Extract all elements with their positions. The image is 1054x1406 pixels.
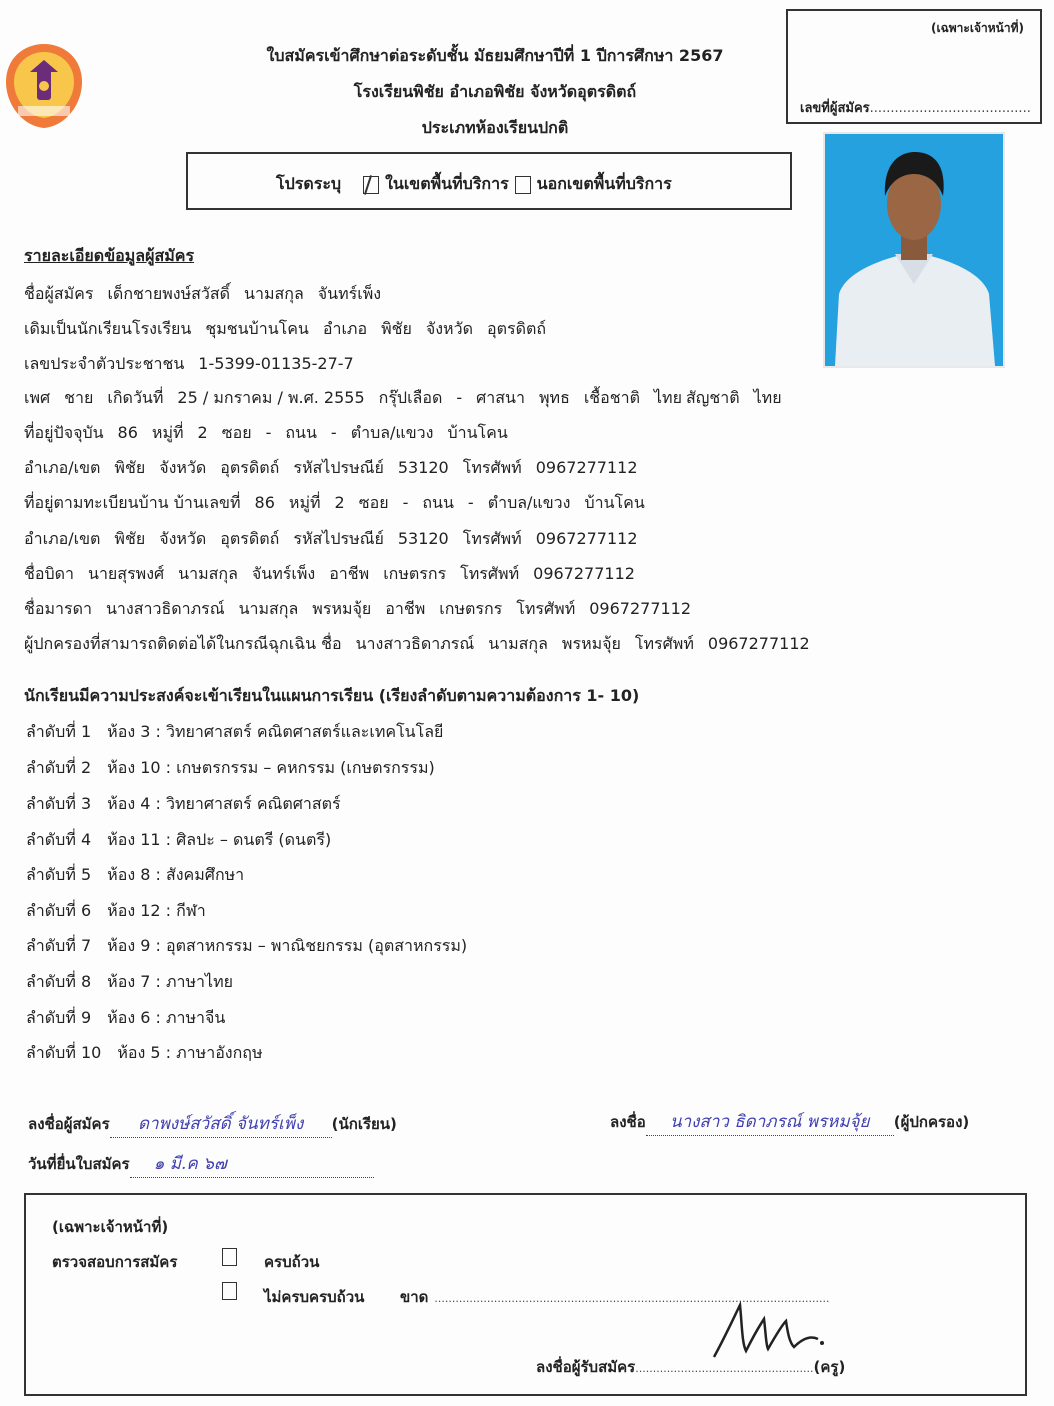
preference-room: ห้อง 6 : ภาษาจีน	[107, 1008, 226, 1027]
in-area-label: ในเขตพื้นที่บริการ	[385, 174, 509, 193]
mother-occupation: เกษตรกร	[439, 599, 503, 618]
guardian-name: นางสาวธิดาภรณ์	[355, 634, 475, 653]
id-row	[24, 352, 368, 377]
label: เดิมเป็นนักเรียนโรงเรียน	[24, 319, 192, 338]
preference-rank: ลำดับที่ 5	[26, 865, 92, 884]
birth-date: 25 / มกราคม / พ.ศ. 2555	[177, 388, 365, 407]
label: สัญชาติ	[685, 388, 740, 407]
reg-tambon: บ้านโคน	[584, 493, 645, 512]
school-name: โรงเรียนพิชัย อำเภอพิชัย จังหวัดอุตรดิตถ์	[353, 82, 637, 101]
missing-label: ขาด	[400, 1288, 429, 1306]
class-type: ประเภทห้องเรียนปกติ	[421, 118, 569, 137]
preference-rank: ลำดับที่ 10	[26, 1043, 102, 1062]
preference-row	[26, 756, 451, 781]
preference-rank: ลำดับที่ 8	[26, 972, 92, 991]
submit-date-row	[28, 1150, 374, 1178]
reg-road: -	[467, 493, 474, 512]
complete-label: ครบถ้วน	[264, 1253, 320, 1271]
area-choice-box	[186, 152, 792, 210]
preference-room: ห้อง 3 : วิทยาศาสตร์ คณิตศาสตร์และเทคโนโลยี	[107, 722, 444, 741]
label: โทรศัพท์	[460, 564, 520, 583]
applicant-name-row	[24, 282, 395, 307]
prev-amphoe: พิชัย	[381, 319, 412, 338]
guardian-surname: พรหมจุ้ย	[561, 634, 621, 653]
label: นามสกุล	[178, 564, 238, 583]
sex: ชาย	[64, 388, 94, 407]
label: อำเภอ	[322, 319, 368, 338]
house-no: 86	[117, 423, 138, 442]
label: โทรศัพท์	[462, 458, 522, 477]
preference-room: ห้อง 11 : ศิลปะ – ดนตรี (ดนตรี)	[107, 830, 332, 849]
label: ศาสนา	[476, 388, 525, 407]
father-occupation: เกษตรกร	[383, 564, 447, 583]
reg-district: พิชัย	[114, 529, 146, 548]
preference-rank: ลำดับที่ 7	[26, 936, 92, 955]
citizen-id: 1-5399-01135-27-7	[198, 354, 354, 373]
receiver-role: (ครู)	[813, 1358, 846, 1376]
label: ชื่อบิดา	[24, 564, 74, 583]
race: ไทย	[654, 388, 682, 407]
label: โทรศัพท์	[634, 634, 694, 653]
receiver-signature-row	[536, 1355, 845, 1379]
label: รหัสไปรษณีย์	[293, 458, 384, 477]
label: เกิดวันที่	[107, 388, 164, 407]
guardian-phone: 0967277112	[707, 634, 810, 653]
label: นามสกุล	[488, 634, 548, 653]
label: ที่อยู่ปัจจุบัน	[24, 423, 104, 442]
reg-address-row-2	[24, 527, 652, 552]
check-application-label: ตรวจสอบการสมัคร	[52, 1253, 178, 1271]
missing-dots: .................................................................................................................	[434, 1292, 830, 1305]
label: หมู่ที่	[288, 493, 321, 512]
out-area-label: นอกเขตพื้นที่บริการ	[536, 174, 672, 193]
phone: 0967277112	[535, 458, 638, 477]
applicant-number-field[interactable]	[800, 97, 1031, 118]
preference-room: ห้อง 5 : ภาษาอังกฤษ	[117, 1043, 263, 1062]
preference-room: ห้อง 10 : เกษตรกรรม – คหกรรม (เกษตรกรรม)	[107, 758, 435, 777]
province: อุตรดิตถ์	[220, 458, 280, 477]
zip: 53120	[397, 458, 449, 477]
applicant-role: (นักเรียน)	[331, 1115, 397, 1133]
preference-rank: ลำดับที่ 6	[26, 901, 92, 920]
in-area-checkbox[interactable]	[363, 176, 379, 194]
preference-room: ห้อง 12 : กีฬา	[107, 901, 206, 920]
label: โทรศัพท์	[516, 599, 576, 618]
reg-moo: 2	[334, 493, 345, 512]
label: ถนน	[285, 423, 317, 442]
road: -	[330, 423, 337, 442]
preference-row	[26, 828, 347, 853]
guardian-row	[24, 632, 824, 657]
label: ถนน	[422, 493, 454, 512]
preference-row	[26, 970, 249, 995]
label: กรุ๊ปเลือด	[378, 388, 443, 407]
submit-date-label: วันที่ยื่นใบสมัคร	[28, 1155, 130, 1173]
incomplete-checkbox[interactable]	[222, 1282, 237, 1300]
label: จังหวัด	[425, 319, 473, 338]
label: ซอย	[221, 423, 252, 442]
receiver-dots[interactable]: ...................................................	[635, 1362, 814, 1375]
label: ที่อยู่ตามทะเบียนบ้าน บ้านเลขที่	[24, 493, 241, 512]
preference-rank: ลำดับที่ 2	[26, 758, 92, 777]
soi: -	[265, 423, 272, 442]
father-phone: 0967277112	[533, 564, 635, 583]
guardian-signature-label: ลงชื่อ	[610, 1113, 646, 1131]
staff-use-box	[24, 1193, 1027, 1396]
label: อาชีพ	[329, 564, 370, 583]
receiver-label: ลงชื่อผู้รับสมัคร	[536, 1358, 636, 1376]
out-area-checkbox[interactable]	[515, 176, 531, 194]
label: เพศ	[24, 388, 51, 407]
reg-province: อุตรดิตถ์	[220, 529, 280, 548]
moo: 2	[197, 423, 208, 442]
preference-room: ห้อง 8 : สังคมศึกษา	[107, 865, 245, 884]
prev-province: อุตรดิตถ์	[486, 319, 547, 338]
prev-school-row	[24, 317, 560, 342]
applicant-photo	[823, 132, 1005, 368]
label: โทรศัพท์	[462, 529, 522, 548]
mother-name: นางสาวธิดาภรณ์	[105, 599, 225, 618]
preference-row	[26, 899, 222, 924]
label: หมู่ที่	[151, 423, 184, 442]
preference-row	[26, 863, 260, 888]
preference-rank: ลำดับที่ 3	[26, 794, 92, 813]
reg-soi: -	[402, 493, 409, 512]
preference-room: ห้อง 4 : วิทยาศาสตร์ คณิตศาสตร์	[107, 794, 341, 813]
label: เชื้อชาติ	[583, 388, 640, 407]
mother-row	[24, 597, 705, 622]
label: นามสกุล	[244, 284, 304, 303]
reg-house-no: 86	[254, 493, 275, 512]
preference-row	[26, 1006, 241, 1031]
label: รหัสไปรษณีย์	[293, 529, 384, 548]
applicant-signature-row	[28, 1110, 397, 1138]
address-row-2	[24, 456, 652, 481]
label: ชื่อมารดา	[24, 599, 92, 618]
preference-row	[26, 934, 483, 959]
address-row	[24, 421, 522, 446]
label: นามสกุล	[238, 599, 299, 618]
label: อำเภอ/เขต	[24, 458, 101, 477]
guardian-signature[interactable]: นางสาว ธิดาภรณ์ พรหมจุ้ย	[669, 1112, 870, 1132]
label: ตำบล/แขวง	[487, 493, 571, 512]
preference-room: ห้อง 9 : อุตสาหกรรม – พาณิชยกรรม (อุตสาหกรรม)	[107, 936, 468, 955]
guardian-role: (ผู้ปกครอง)	[893, 1113, 970, 1131]
label: อำเภอ/เขต	[24, 529, 101, 548]
father-surname: จันทร์เพ็ง	[251, 564, 316, 583]
reg-phone: 0967277112	[535, 529, 638, 548]
preference-row	[26, 792, 357, 817]
preference-room: ห้อง 7 : ภาษาไทย	[107, 972, 233, 991]
office-use-box	[786, 9, 1042, 124]
staff-use-label: (เฉพาะเจ้าหน้าที่)	[52, 1218, 169, 1236]
label: อาชีพ	[385, 599, 426, 618]
district: พิชัย	[114, 458, 146, 477]
blood-type: -	[456, 388, 463, 407]
guardian-signature-row	[610, 1108, 969, 1136]
applicant-surname: จันทร์เพ็ง	[317, 284, 382, 303]
label: จังหวัด	[159, 458, 207, 477]
preference-rank: ลำดับที่ 1	[26, 722, 92, 741]
office-use-label: (เฉพาะเจ้าหน้าที่)	[931, 21, 1024, 35]
mother-phone: 0967277112	[589, 599, 692, 618]
preference-rank: ลำดับที่ 4	[26, 830, 92, 849]
religion: พุทธ	[538, 388, 570, 407]
preference-row	[26, 720, 459, 745]
preference-row	[26, 1041, 279, 1066]
preference-rank: ลำดับที่ 9	[26, 1008, 92, 1027]
personal-row	[24, 386, 796, 411]
incomplete-label: ไม่ครบครบถ้วน	[264, 1288, 365, 1306]
reg-address-row	[24, 491, 659, 516]
label: ตำบล/แขวง	[350, 423, 434, 442]
label: ผู้ปกครองที่สามารถติดต่อได้ในกรณีฉุกเฉิน ชื่อ	[24, 634, 342, 653]
nationality: ไทย	[753, 388, 782, 407]
applicant-section-title: รายละเอียดข้อมูลผู้สมัคร	[24, 246, 195, 265]
applicant-signature-label: ลงชื่อผู้สมัคร	[28, 1115, 110, 1133]
form-title: ใบสมัครเข้าศึกษาต่อระดับชั้น มัธยมศึกษาปีที่ 1 ปีการศึกษา 2567	[266, 46, 724, 65]
applicant-signature[interactable]: ดาพงษ์สวัสดิ์ จันทร์เพ็ง	[138, 1114, 304, 1134]
tambon: บ้านโคน	[447, 423, 508, 442]
prev-school: ชุมชนบ้านโคน	[205, 319, 309, 338]
label: ชื่อผู้สมัคร	[24, 284, 94, 303]
area-choice-prompt: โปรดระบุ	[276, 174, 342, 193]
complete-checkbox[interactable]	[222, 1248, 237, 1266]
father-name: นายสุรพงศ์	[88, 564, 165, 583]
reg-zip: 53120	[397, 529, 449, 548]
applicant-number-label: เลขที่ผู้สมัคร	[800, 101, 870, 116]
submit-date[interactable]: ๑ มี.ค ๖๗	[153, 1154, 227, 1174]
preferences-title: นักเรียนมีความประสงค์จะเข้าเรียนในแผนการเรียน (เรียงลำดับตามความต้องการ 1- 10)	[24, 686, 640, 705]
label: ซอย	[358, 493, 389, 512]
label: เลขประจำตัวประชาชน	[24, 354, 185, 373]
applicant-name: เด็กชายพงษ์สวัสดิ์	[107, 284, 231, 303]
mother-surname: พรหมจุ้ย	[312, 599, 372, 618]
father-row	[24, 562, 649, 587]
applicant-number-dots: .......................................	[869, 101, 1031, 116]
label: จังหวัด	[159, 529, 207, 548]
